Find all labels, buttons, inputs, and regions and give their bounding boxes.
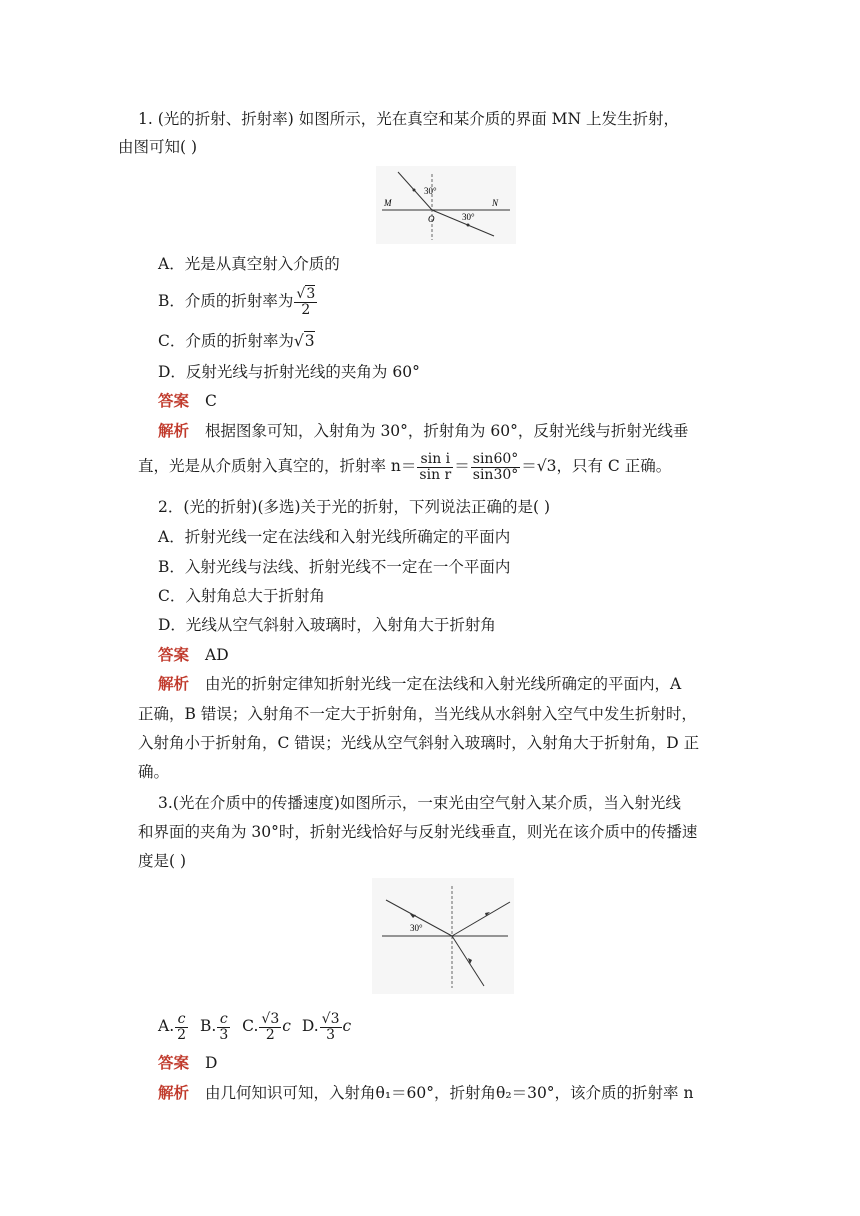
q3-angle-label: 30° [410, 923, 423, 933]
q1-answer: 答案 C [158, 391, 217, 410]
q2-analysis-label: 解析 [158, 674, 190, 693]
q1-label-n: N [492, 198, 499, 208]
q2-analysis-line4: 确。 [138, 763, 170, 781]
q1-option-d: D．反射光线与折射光线的夹角为 60° [158, 363, 420, 381]
q2-stem: 2．(光的折射)(多选)关于光的折射，下列说法正确的是( ) [158, 498, 551, 516]
q3-options: A. $\frac{c}{2}$ B. $\frac{c}{3}$ C. $\frac{√3}{2}$ c D. $\frac{√3}{3}$ c [158, 1010, 352, 1043]
q2-analysis-line2: 正确，B 错误；入射角不一定大于折射角，当光线从水斜射入空气中发生折射时， [138, 705, 697, 723]
q3-option-d-fraction: $\frac{√3}{3}$ [321, 1010, 340, 1043]
q1-sin-fraction-1: $\frac{\text{sin i}}{\text{sin r}}$ [419, 450, 452, 483]
q3-option-a-fraction: $\frac{c}{2}$ [177, 1010, 187, 1043]
q3-answer: 答案 D [158, 1053, 218, 1072]
q1-stem-line2: 由图可知( ) [118, 138, 198, 156]
q2-option-c: C．入射角总大于折射角 [158, 587, 325, 605]
q3-option-b-fraction: $\frac{c}{3}$ [219, 1010, 229, 1043]
q3-stem-line1: 3.(光在介质中的传播速度)如图所示，一束光由空气射入某介质，当入射光线 [158, 794, 681, 812]
q1-label-m: M [384, 198, 392, 208]
q3-stem-line2: 和界面的夹角为 30°时，折射光线恰好与反射光线垂直，则光在该介质中的传播速 [138, 823, 698, 841]
q2-option-d: D．光线从空气斜射入玻璃时，入射角大于折射角 [158, 616, 496, 634]
q1-refraction-figure [376, 166, 516, 244]
q2-answer: 答案 AD [158, 645, 229, 664]
q2-analysis-line3: 入射角小于折射角，C 错误；光线从空气斜射入玻璃时，入射角大于折射角，D 正 [138, 734, 700, 752]
q1-label-o: O [428, 214, 435, 224]
q2-analysis-line1: 解析 由光的折射定律知折射光线一定在法线和入射光线所确定的平面内，A [158, 674, 682, 693]
q1-analysis-label: 解析 [158, 421, 190, 440]
q1-option-c: C．介质的折射率为√3 [158, 332, 315, 350]
q1-angle-bottom-label: 30° [462, 212, 475, 222]
q1-option-b: B．介质的折射率为 $\frac{√3}{2}$ [158, 285, 316, 318]
q3-answer-label: 答案 [158, 1053, 190, 1072]
q1-sin-fraction-2: $\frac{\sin 60^\circ}{\sin 30^\circ}$ [472, 450, 519, 483]
q2-option-b: B．入射光线与法线、折射光线不一定在一个平面内 [158, 558, 511, 576]
q3-stem-line3: 度是( ) [138, 852, 187, 870]
q1-option-a: A．光是从真空射入介质的 [158, 255, 340, 273]
q2-option-a: A．折射光线一定在法线和入射光线所确定的平面内 [158, 528, 511, 546]
q1-analysis-line1: 解析 根据图象可知，入射角为 30°，折射角为 60°，反射光线与折射光线垂 [158, 421, 689, 440]
q1-angle-top-label: 30° [424, 186, 437, 196]
q3-analysis-line1: 解析 由几何知识可知，入射角θ₁＝60°，折射角θ₂＝30°，该介质的折射率 n [158, 1083, 694, 1102]
q1-answer-label: 答案 [158, 391, 190, 410]
q1-stem-line1: 1. (光的折射、折射率) 如图所示，光在真空和某介质的界面 MN 上发生折射， [138, 110, 680, 128]
q1-analysis-line2: 直，光是从介质射入真空的，折射率 n＝ $\frac{\text{sin i}}{\text{sin r}}$ ＝ $\frac{\sin 60^\circ}{\sin 30^\circ}$ ＝√3，只有 C 正确。 [138, 450, 672, 483]
q1-option-b-fraction: $\frac{√3}{2}$ [296, 285, 316, 318]
q2-answer-label: 答案 [158, 645, 190, 664]
q3-reflection-refraction-figure [372, 878, 514, 994]
q3-analysis-label: 解析 [158, 1083, 190, 1102]
q3-option-c-fraction: $\frac{√3}{2}$ [261, 1010, 280, 1043]
